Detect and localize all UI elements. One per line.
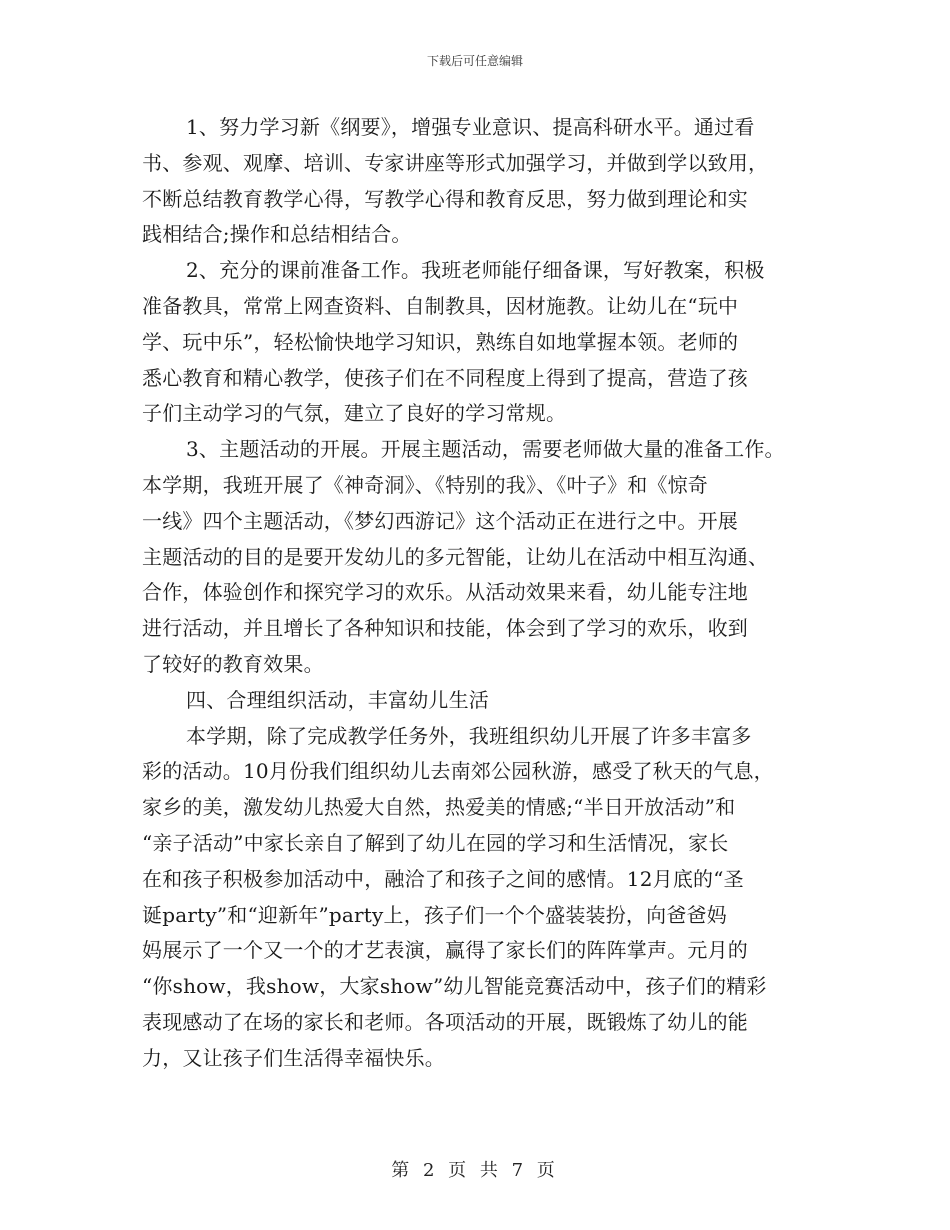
text-line: 了较好的教育效果。: [142, 651, 324, 676]
text-line: 学、玩中乐”，轻松愉快地学习知识，熟练自如地掌握本领。老师的: [142, 329, 739, 354]
text-line: 不断总结教育教学心得，写教学心得和教育反思，努力做到理论和实: [142, 186, 748, 211]
text-line: 进行活动，并且增长了各种知识和技能，体会到了学习的欢乐，收到: [142, 616, 748, 641]
text-line: 3、主题活动的开展。开展主题活动，需要老师做大量的准备工作。: [186, 437, 785, 462]
page-header: 下载后可任意编辑: [426, 54, 523, 68]
text-line: 践相结合;操作和总结相结合。: [142, 222, 412, 247]
text-line: 1、努力学习新《纲要》，增强专业意识、提高科研水平。通过看: [186, 115, 755, 139]
text-line: 合作，体验创作和探究学习的欢乐。从活动效果来看，幼儿能专注地: [142, 580, 748, 605]
text-line: 2、充分的课前准备工作。我班老师能仔细备课，写好教案，积极: [186, 258, 765, 283]
text-line: 书、参观、观摩、培训、专家讲座等形式加强学习，并做到学以致用，: [142, 150, 769, 175]
text-line: 家乡的美，激发幼儿热爱大自然，热爱美的情感;“半日开放活动”和: [142, 795, 736, 820]
text-line: 彩的活动。10月份我们组织幼儿去南郊公园秋游，感受了秋天的气息，: [142, 759, 774, 784]
text-line: 本学期，除了完成教学任务外，我班组织幼儿开展了许多丰富多: [186, 723, 752, 748]
text-line: 一线》四个主题活动，《梦幻西游记》这个活动正在进行之中。开展: [142, 508, 738, 533]
text-line: 妈展示了一个又一个的才艺表演，赢得了家长们的阵阵掌声。元月的: [142, 938, 748, 963]
text-line: 主题活动的目的是要开发幼儿的多元智能，让幼儿在活动中相互沟通、: [142, 544, 769, 569]
text-line: 本学期，我班开展了《神奇洞》、《特别的我》、《叶子》和《惊奇: [142, 472, 708, 497]
text-line: “你show，我show，大家show”幼儿智能竞赛活动中，孩子们的精彩: [142, 974, 767, 999]
page-footer: 第 2 页 共 7 页: [391, 1160, 559, 1181]
text-line: 诞party”和“迎新年”party上，孩子们一个个盛装装扮，向爸爸妈: [142, 902, 727, 927]
text-line: “亲子活动”中家长亲自了解到了幼儿在园的学习和生活情况，家长: [142, 830, 729, 855]
text-line: 力，又让孩子们生活得幸福快乐。: [142, 1045, 445, 1070]
text-line: 四、合理组织活动，丰富幼儿生活: [186, 687, 489, 712]
document-body: [142, 110, 822, 1077]
text-line: 在和孩子积极参加活动中，融洽了和孩子之间的感情。12月底的“圣: [142, 866, 744, 891]
text-line: 准备教具，常常上网查资料、自制教具，因材施教。让幼儿在“玩中: [142, 293, 739, 318]
text-line: 表现感动了在场的家长和老师。各项活动的开展，既锻炼了幼儿的能: [142, 1009, 748, 1034]
text-line: 子们主动学习的气氛，建立了良好的学习常规。: [142, 401, 567, 426]
text-line: 悉心教育和精心教学，使孩子们在不同程度上得到了提高，营造了孩: [142, 365, 748, 390]
